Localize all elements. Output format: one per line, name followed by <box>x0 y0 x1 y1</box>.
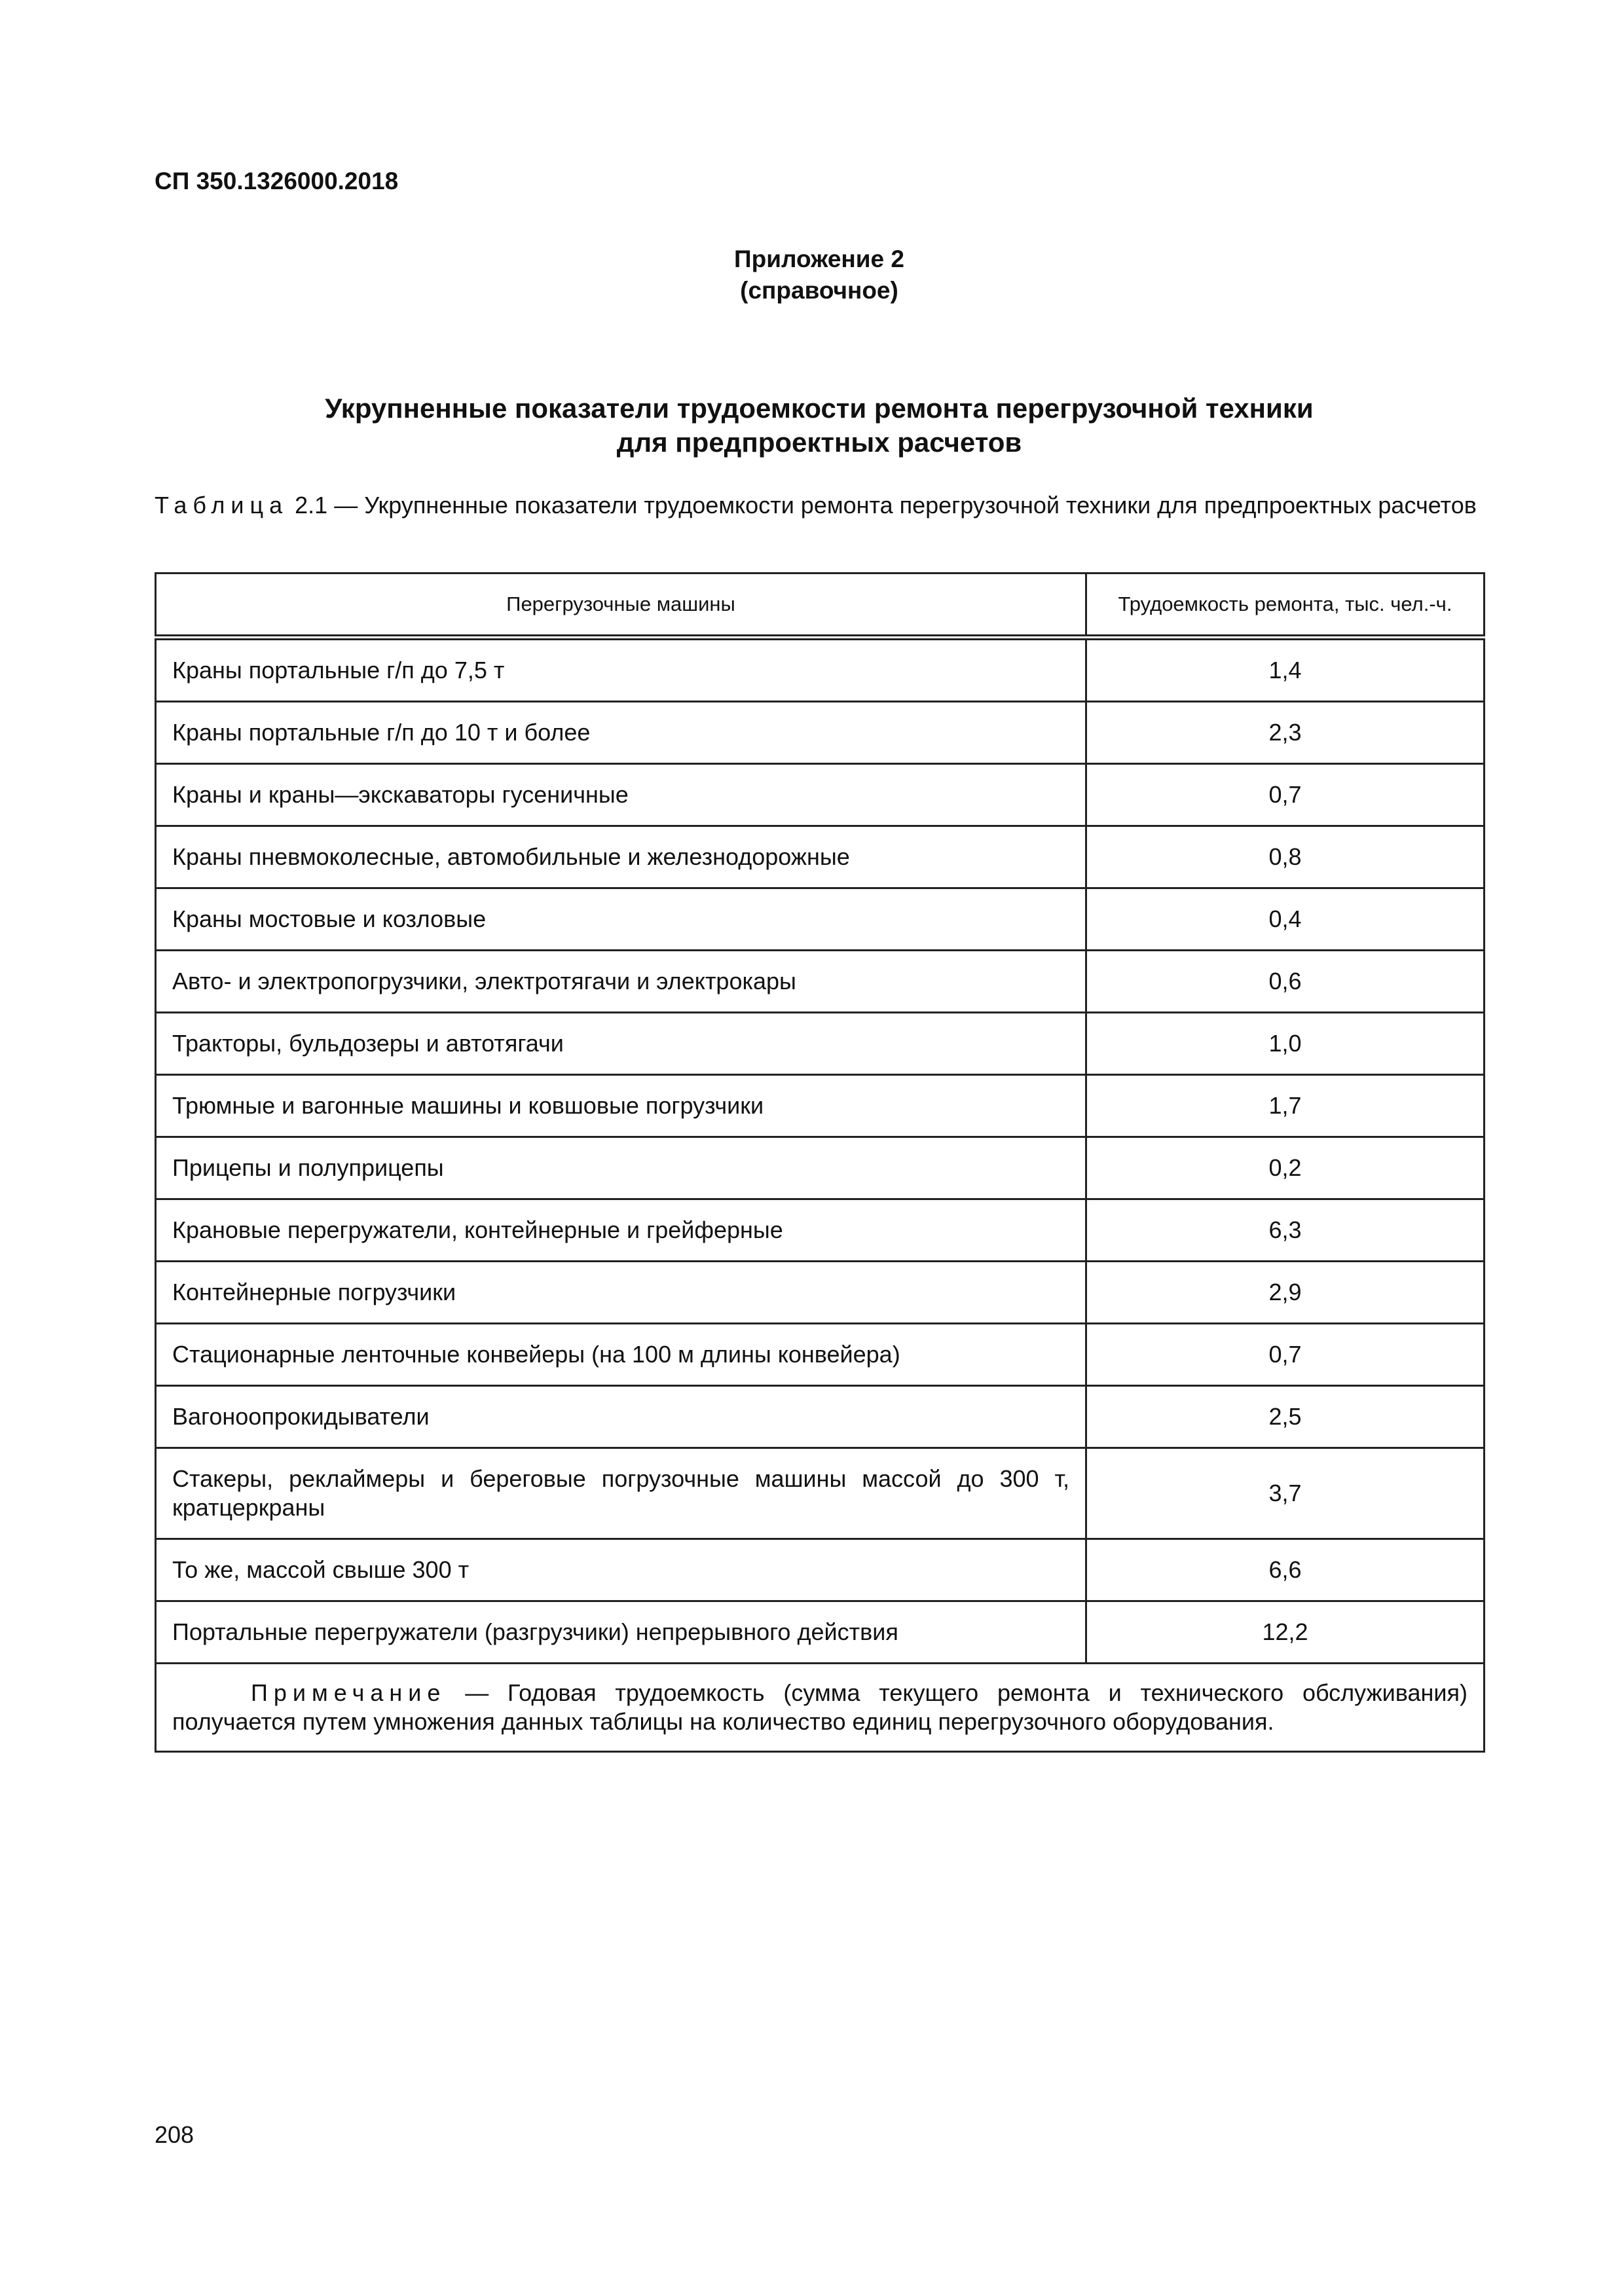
labor-value: 6,6 <box>1086 1539 1485 1601</box>
table-row <box>156 1448 1485 1539</box>
machine-name: Краны и краны—экскаваторы гусеничные <box>156 764 1086 826</box>
machine-name: Прицепы и полуприцепы <box>156 1137 1086 1199</box>
table-caption-text: 2.1 — Укрупненные показатели трудоемкости ремонта перегрузочной техники для предпроектных расчетов <box>288 492 1477 519</box>
table-row <box>156 1199 1485 1262</box>
header-labor: Трудоемкость ремонта, тыс. чел.-ч. <box>1086 574 1485 638</box>
machine-name: Портальные перегружатели (разгрузчики) непрерывного действия <box>156 1601 1086 1664</box>
page-title-line-1: Укрупненные показатели трудоемкости ремонта перегрузочной техники <box>325 393 1314 424</box>
labor-value: 0,6 <box>1086 951 1485 1013</box>
page-number: 208 <box>155 2121 194 2148</box>
table-row <box>156 1386 1485 1448</box>
appendix-heading <box>155 244 1484 306</box>
table-header-row <box>156 574 1485 638</box>
labor-value: 1,7 <box>1086 1075 1485 1137</box>
note-label: Примечание <box>251 1679 447 1706</box>
labor-value: 0,7 <box>1086 1324 1485 1386</box>
machine-name: Тракторы, бульдозеры и автотягачи <box>156 1013 1086 1075</box>
appendix-title: Приложение 2 <box>734 246 904 272</box>
note-text: — Годовая трудоемкость (сумма текущего ремонта и технического обслуживания) получается путем умножения данных таблицы на количество единиц перегрузочного оборудования. <box>172 1679 1467 1735</box>
appendix-subtitle: (справочное) <box>740 277 898 304</box>
labor-value: 0,7 <box>1086 764 1485 826</box>
table-row <box>156 638 1485 702</box>
labor-value: 3,7 <box>1086 1448 1485 1539</box>
machine-name: Стакеры, реклаймеры и береговые погрузочные машины массой до 300 т, кратцеркраны <box>156 1448 1086 1539</box>
table-row <box>156 1013 1485 1075</box>
table-row <box>156 764 1485 826</box>
labor-value: 6,3 <box>1086 1199 1485 1262</box>
labor-value: 1,0 <box>1086 1013 1485 1075</box>
table-row <box>156 1137 1485 1199</box>
labor-value: 0,8 <box>1086 826 1485 888</box>
machine-name: Краны портальные г/п до 10 т и более <box>156 702 1086 764</box>
labor-intensity-table <box>155 572 1485 1753</box>
labor-value: 2,9 <box>1086 1262 1485 1324</box>
labor-value: 0,4 <box>1086 888 1485 951</box>
table-note-row <box>156 1664 1485 1752</box>
header-machines: Перегрузочные машины <box>156 574 1086 638</box>
machine-name: Краны пневмоколесные, автомобильные и железнодорожные <box>156 826 1086 888</box>
labor-value: 2,5 <box>1086 1386 1485 1448</box>
machine-name: Стационарные ленточные конвейеры (на 100 м длины конвейера) <box>156 1324 1086 1386</box>
page-title <box>155 392 1484 460</box>
table-caption-label: Таблица <box>155 492 289 519</box>
machine-name: Вагоноопрокидыватели <box>156 1386 1086 1448</box>
table-row <box>156 1324 1485 1386</box>
labor-value: 1,4 <box>1086 638 1485 702</box>
machine-name: Авто- и электропогрузчики, электротягачи и электрокары <box>156 951 1086 1013</box>
machine-name: Краны портальные г/п до 7,5 т <box>156 638 1086 702</box>
table-caption <box>155 491 1484 520</box>
table-row <box>156 1075 1485 1137</box>
machine-name: Краны мостовые и козловые <box>156 888 1086 951</box>
machine-name: Трюмные и вагонные машины и ковшовые погрузчики <box>156 1075 1086 1137</box>
machine-name: Крановые перегружатели, контейнерные и грейферные <box>156 1199 1086 1262</box>
labor-value: 12,2 <box>1086 1601 1485 1664</box>
labor-value: 0,2 <box>1086 1137 1485 1199</box>
table-row <box>156 1262 1485 1324</box>
table-row <box>156 1601 1485 1664</box>
table-note <box>156 1664 1485 1752</box>
machine-name: То же, массой свыше 300 т <box>156 1539 1086 1601</box>
document-code: СП 350.1326000.2018 <box>155 168 399 194</box>
labor-value: 2,3 <box>1086 702 1485 764</box>
table-row <box>156 702 1485 764</box>
table-row <box>156 826 1485 888</box>
table-row <box>156 1539 1485 1601</box>
machine-name: Контейнерные погрузчики <box>156 1262 1086 1324</box>
table-row <box>156 951 1485 1013</box>
page-title-line-2: для предпроектных расчетов <box>616 427 1022 458</box>
table-row <box>156 888 1485 951</box>
